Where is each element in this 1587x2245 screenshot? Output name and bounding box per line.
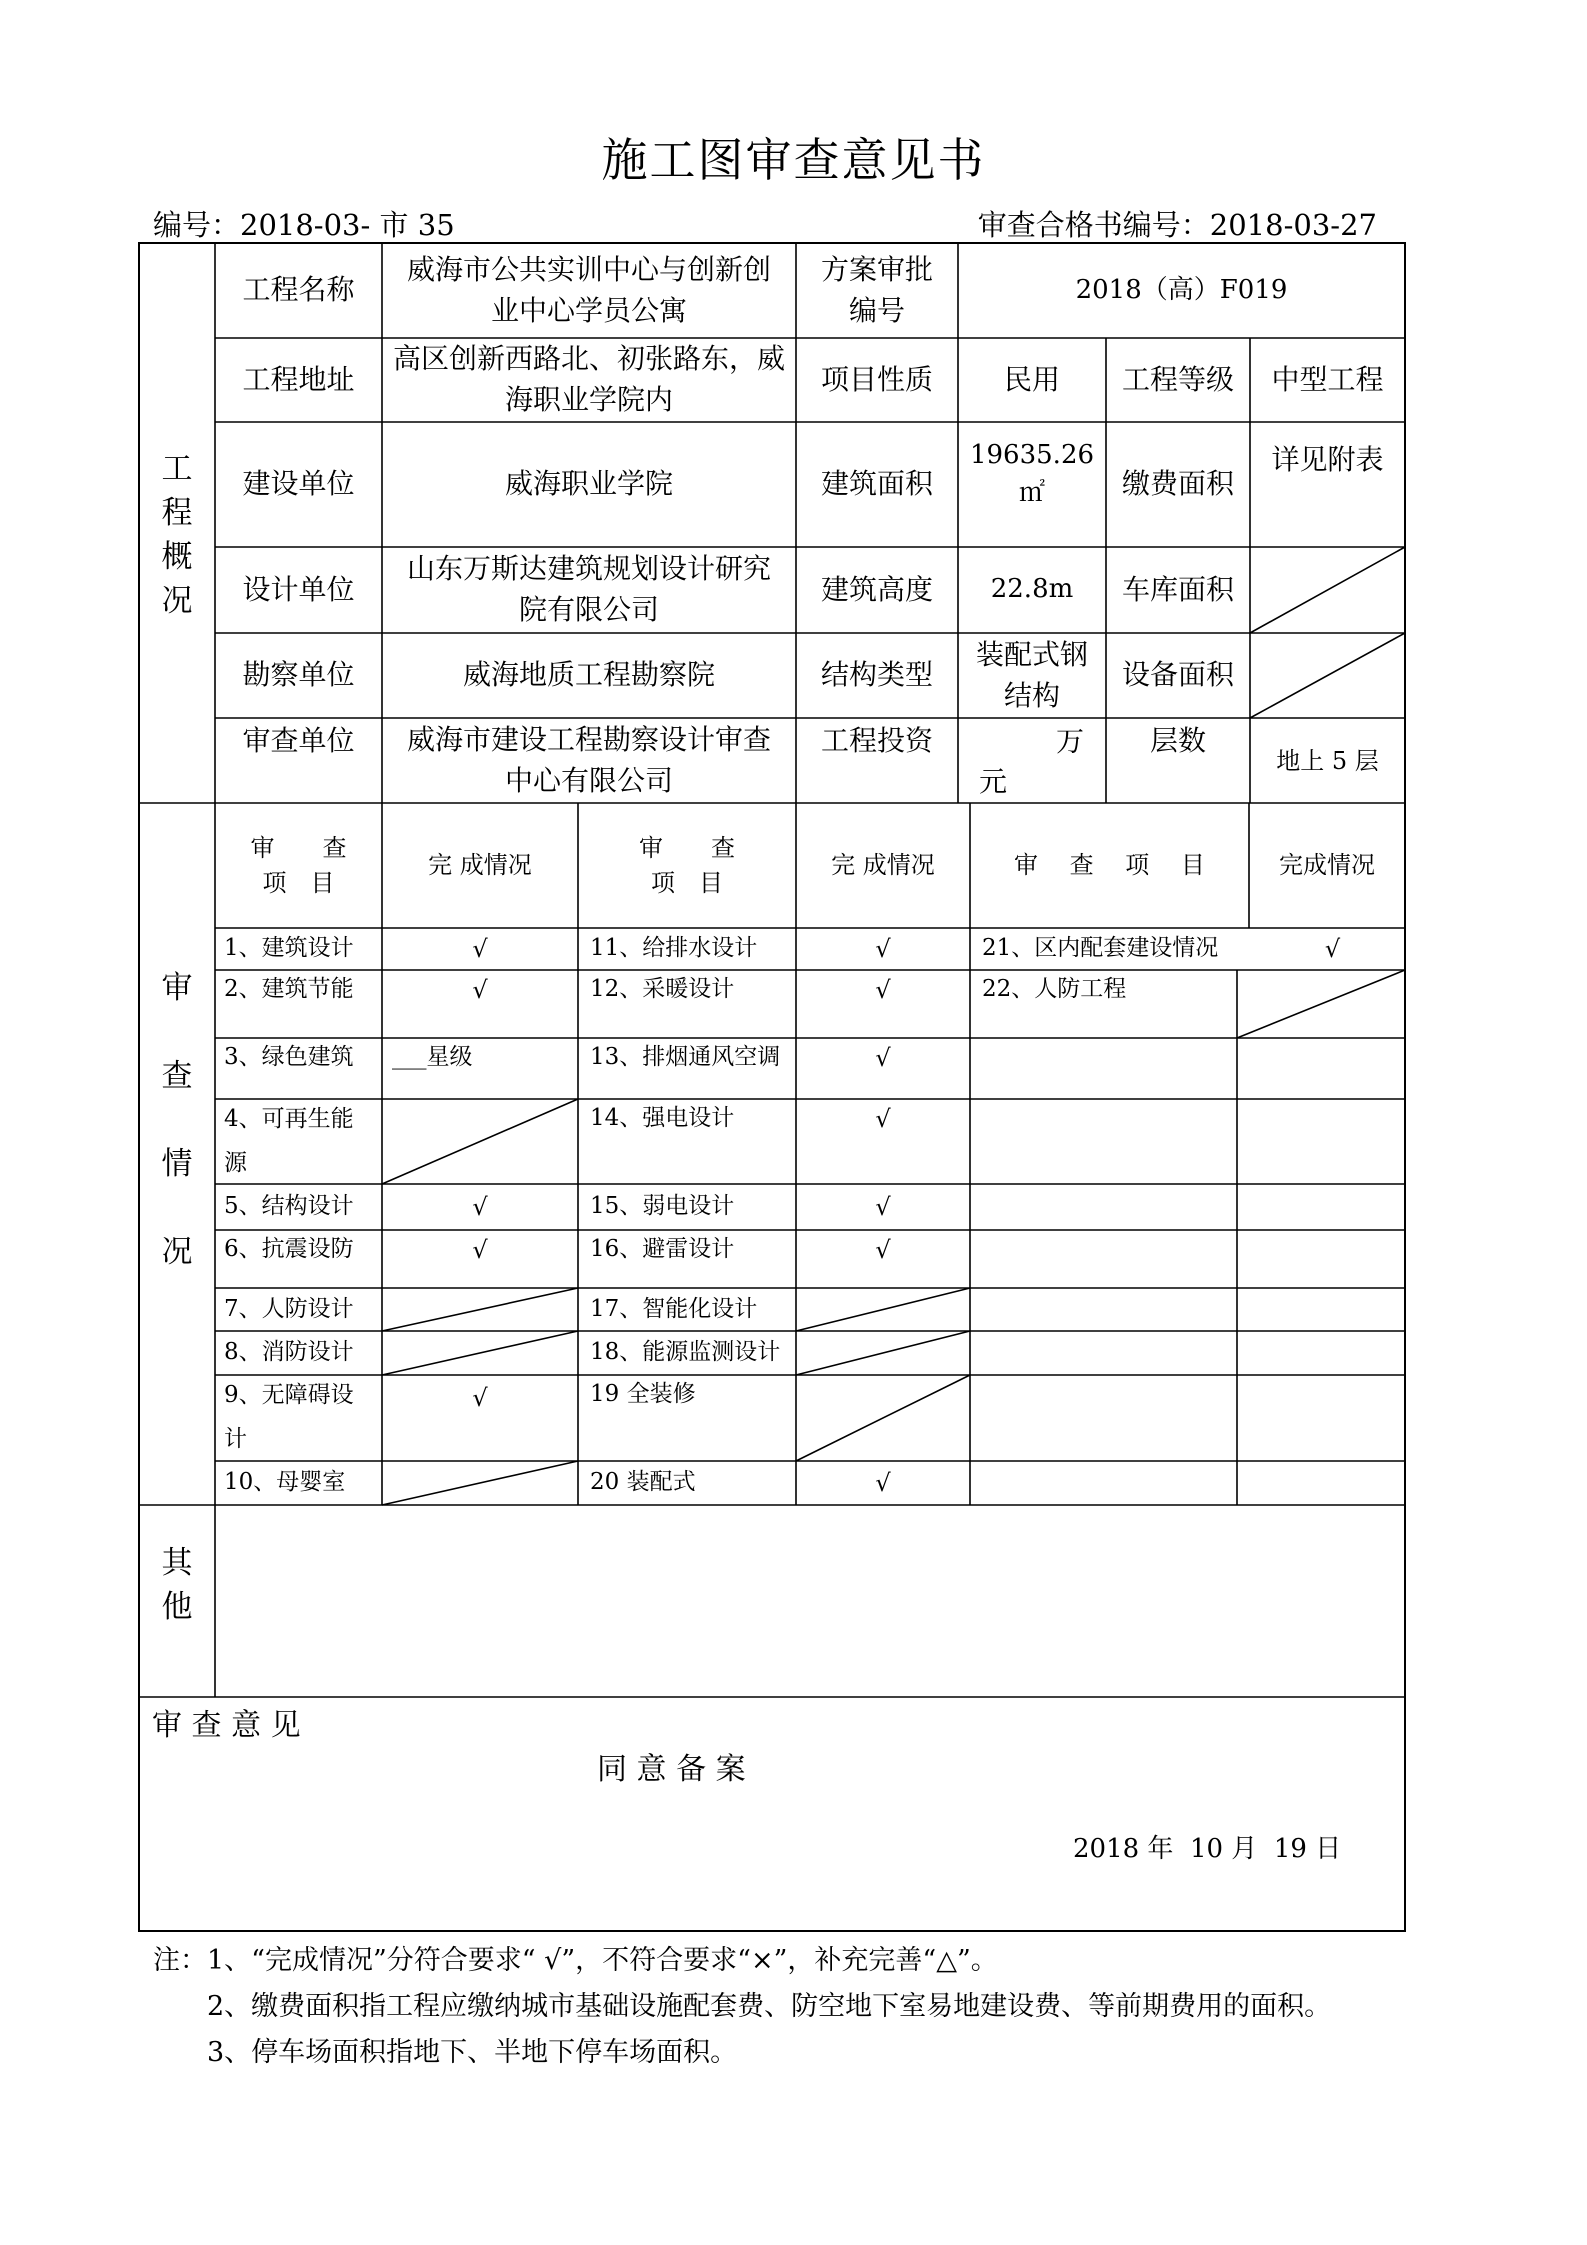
review-status-21: √ bbox=[1324, 934, 1341, 963]
col3-header-status: 完成情况 bbox=[1279, 851, 1375, 880]
designer-value: 山东万斯达建筑规划设计研究 院有限公司 bbox=[406, 552, 771, 626]
review-unit-value: 威海市建设工程勘察设计审查 中心有限公司 bbox=[406, 722, 771, 797]
building-area-label: 建筑面积 bbox=[820, 467, 933, 501]
review-status-2: √ bbox=[472, 975, 488, 1004]
fee-area-label: 缴费面积 bbox=[1121, 467, 1234, 501]
col2-header-status: 完 成情况 bbox=[831, 851, 935, 880]
nature-value: 民用 bbox=[1003, 362, 1060, 396]
review-status-15: √ bbox=[875, 1192, 891, 1221]
review-item-18: 18、能源监测设计 bbox=[590, 1339, 781, 1366]
review-item-12: 12、采暖设计 bbox=[590, 976, 735, 1003]
opinion-text: 同 意 备 案 bbox=[597, 1752, 746, 1787]
review-item-20: 20 装配式 bbox=[590, 1469, 696, 1496]
col3-header-item: 审 查 项 目 bbox=[1014, 851, 1205, 880]
floors-label: 层数 bbox=[1149, 723, 1206, 757]
grade-label: 工程等级 bbox=[1121, 362, 1234, 396]
review-item-10: 10、母婴室 bbox=[224, 1469, 346, 1496]
col2-header-item: 审 查 项 目 bbox=[639, 833, 735, 897]
col1-header-item: 审 查 项 目 bbox=[250, 833, 347, 897]
review-item-13: 13、排烟通风空调 bbox=[590, 1044, 781, 1071]
fee-area-value: 详见附表 bbox=[1271, 442, 1384, 476]
address-label: 工程地址 bbox=[242, 362, 355, 396]
review-status-11: √ bbox=[875, 934, 891, 963]
overview-section-label: 工 程 概 况 bbox=[161, 450, 193, 620]
review-item-17: 17、智能化设计 bbox=[590, 1295, 758, 1322]
review-section-label: 审 查 情 况 bbox=[161, 969, 193, 1271]
address-value: 高区创新西路北、初张路东，威 海职业学院内 bbox=[392, 342, 785, 416]
review-status-20: √ bbox=[875, 1468, 891, 1497]
note-3: 3、停车场面积指地下、半地下停车场面积。 bbox=[207, 2037, 738, 2068]
review-item-4: 4、可再生能 源 bbox=[224, 1105, 354, 1176]
review-status-13: √ bbox=[875, 1043, 891, 1072]
investment-label: 工程投资 bbox=[820, 723, 933, 757]
project-name-value: 威海市公共实训中心与创新创 业中心学员公寓 bbox=[406, 252, 771, 327]
review-item-5: 5、结构设计 bbox=[224, 1193, 354, 1220]
structure-label: 结构类型 bbox=[820, 658, 933, 692]
review-status-5: √ bbox=[472, 1192, 488, 1221]
review-status-3: ___星级 bbox=[392, 1044, 473, 1071]
review-status-16: √ bbox=[875, 1235, 891, 1264]
page-title: 施工图审查意见书 bbox=[601, 133, 986, 187]
review-status-9: √ bbox=[472, 1383, 488, 1412]
plan-approval-label: 方案审批 编号 bbox=[820, 252, 933, 327]
review-item-14: 14、强电设计 bbox=[590, 1105, 735, 1132]
structure-value: 装配式钢 结构 bbox=[975, 637, 1088, 712]
review-status-14: √ bbox=[875, 1104, 891, 1133]
investment-unit-yuan: 元 bbox=[978, 764, 1007, 798]
review-item-8: 8、消防设计 bbox=[224, 1339, 354, 1366]
project-name-label: 工程名称 bbox=[242, 273, 355, 307]
review-status-6: √ bbox=[472, 1235, 488, 1264]
review-item-22: 22、人防工程 bbox=[982, 976, 1127, 1003]
review-item-7: 7、人防设计 bbox=[224, 1295, 354, 1322]
nature-label: 项目性质 bbox=[820, 362, 933, 396]
height-label: 建筑高度 bbox=[820, 572, 933, 606]
builder-label: 建设单位 bbox=[242, 467, 355, 501]
review-status-12: √ bbox=[875, 975, 891, 1004]
review-item-3: 3、绿色建筑 bbox=[224, 1044, 354, 1071]
builder-value: 威海职业学院 bbox=[504, 467, 673, 501]
garage-area-label: 车库面积 bbox=[1121, 572, 1234, 606]
survey-label: 勘察单位 bbox=[242, 658, 355, 692]
investment-unit: 万 bbox=[1055, 724, 1084, 758]
plan-approval-value: 2018（高）F019 bbox=[1075, 274, 1288, 305]
review-item-11: 11、给排水设计 bbox=[590, 935, 758, 962]
note-1: 注：1、“完成情况”分符合要求“ √”，不符合要求“×”，补充完善“△”。 bbox=[153, 1945, 998, 1976]
survey-value: 威海地质工程勘察院 bbox=[462, 658, 715, 692]
review-item-19: 19 全装修 bbox=[590, 1381, 696, 1408]
designer-label: 设计单位 bbox=[242, 572, 355, 606]
grade-value: 中型工程 bbox=[1271, 362, 1384, 396]
height-value: 22.8m bbox=[990, 574, 1074, 605]
review-status-1: √ bbox=[472, 934, 488, 963]
document-number: 编号：2018-03- 市 35 bbox=[153, 208, 455, 242]
col1-header-status: 完 成情况 bbox=[428, 851, 532, 880]
review-item-6: 6、抗震设防 bbox=[224, 1236, 354, 1263]
review-unit-label: 审查单位 bbox=[242, 723, 355, 757]
review-item-21: 21、区内配套建设情况 bbox=[982, 935, 1219, 962]
opinion-label: 审 查 意 见 bbox=[152, 1708, 301, 1743]
note-2: 2、缴费面积指工程应缴纳城市基础设施配套费、防空地下室易地建设费、等前期费用的面积。 bbox=[207, 1991, 1332, 2022]
review-item-15: 15、弱电设计 bbox=[590, 1193, 735, 1220]
equipment-area-label: 设备面积 bbox=[1121, 658, 1234, 692]
opinion-date: 2018 年 10 月 19 日 bbox=[1073, 1834, 1342, 1864]
review-item-1: 1、建筑设计 bbox=[224, 935, 354, 962]
certificate-number: 审查合格书编号：2018-03-27 bbox=[977, 208, 1377, 242]
review-item-16: 16、避雷设计 bbox=[590, 1236, 735, 1263]
other-section-label: 其 他 bbox=[161, 1544, 193, 1625]
review-item-9: 9、无障碍设 计 bbox=[224, 1382, 354, 1452]
review-item-2: 2、建筑节能 bbox=[224, 976, 354, 1003]
floors-value: 地上 5 层 bbox=[1276, 746, 1379, 775]
building-area-value: 19635.26 ㎡ bbox=[969, 440, 1095, 508]
